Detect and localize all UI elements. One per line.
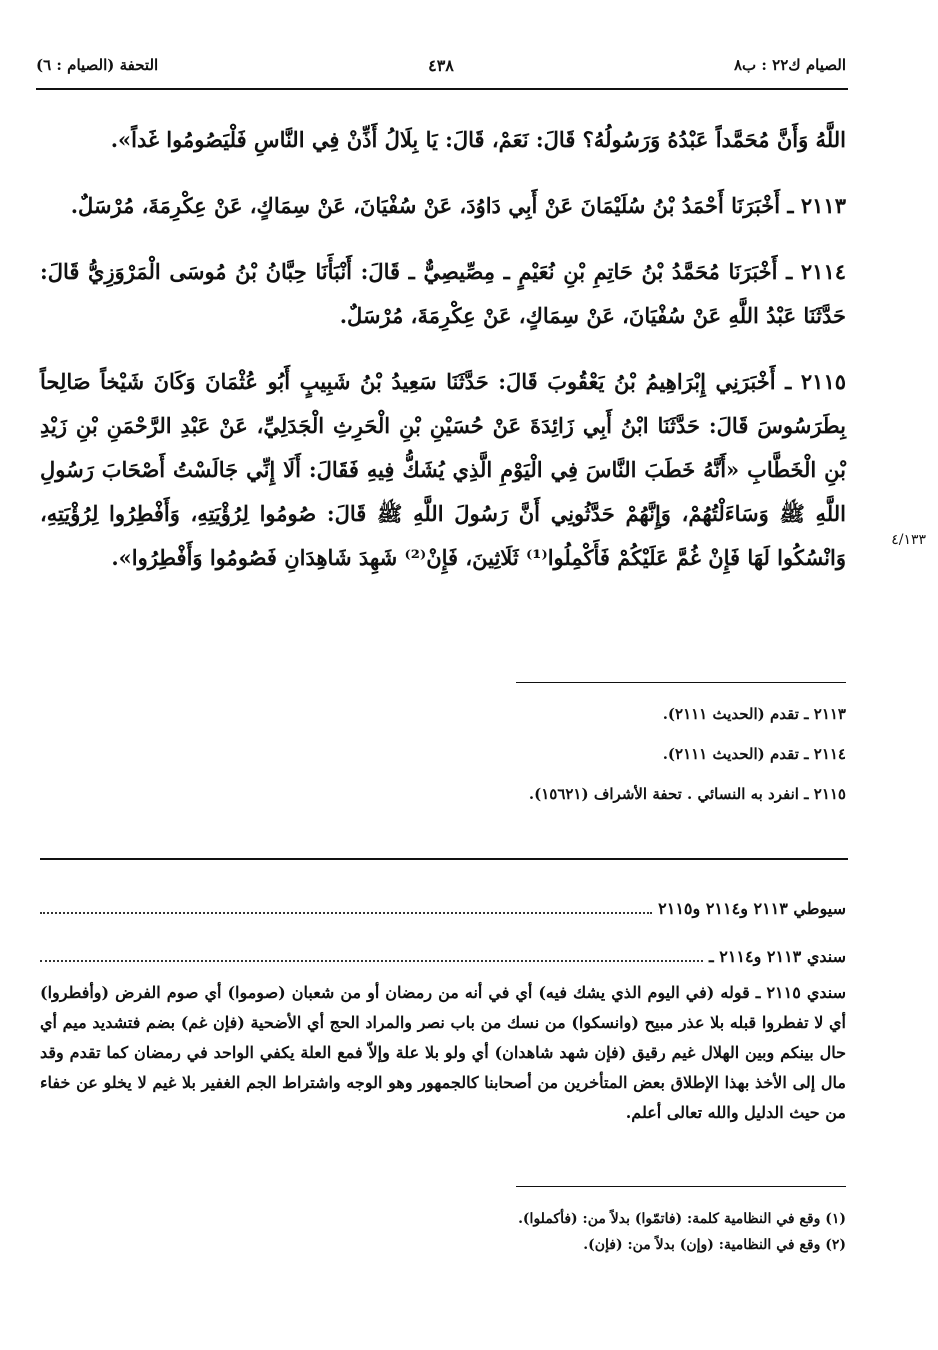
header-tuhfa-ref: التحفة (الصيام : ٦) xyxy=(36,56,159,74)
commentary-section xyxy=(40,894,846,1128)
hadith-number: ٢١١٤ ـ xyxy=(786,259,847,284)
header-chapter-ref: الصيام ك٢٢ : ب٨ xyxy=(733,56,846,74)
hadith-text: أَخْبَرَنَا مُحَمَّدُ بْنُ حَاتِمِ بْنِ نُعَيْمٍ ـ مِصِّيصِيٌّ ـ قَالَ: أَنْبَأَنَا حِبَّانُ بْنُ مُوسَى الْمَرْوَزِيُّ قَالَ: حَدَّثَنَا عَبْدُ اللَّهِ عَنْ سُفْيَانَ، عَنْ سِمَاكٍ، عَنْ عِكْرِمَةَ، مُرْسَلٌ. xyxy=(40,259,846,328)
hadith-text: اللَّهُ وَأَنَّ مُحَمَّداً عَبْدُهُ وَرَسُولُهُ؟ قَالَ: نَعَمْ، قَالَ: يَا بِلَالُ أَذِّنْ فِي النَّاسِ فَلْيَصُومُوا غَداً». xyxy=(110,127,846,152)
hadith-text-block xyxy=(40,118,846,602)
footnote-1: (١) وقع في النظامية كلمة: (فاتمّوا) بدلاً من: (فأكملوا). xyxy=(518,1211,846,1227)
footnotes xyxy=(40,1206,846,1258)
hadith-text: أَخْبَرَنَا أَحْمَدُ بْنُ سُلَيْمَانَ عَنْ أَبِي دَاوُدَ، عَنْ سُفْيَانَ، عَنْ سِمَاكٍ، عَنْ عِكْرِمَةَ، مُرْسَلٌ. xyxy=(70,193,781,218)
page-header xyxy=(36,56,846,84)
suyuti-line xyxy=(40,894,846,924)
page-number: ٤٣٨ xyxy=(428,56,454,75)
suyuti-label: سيوطي ٢١١٣ و٢١١٤ و٢١١٥ xyxy=(658,899,846,918)
hadith-continuation xyxy=(40,118,846,162)
sindi-commentary-2115: سندي ٢١١٥ ـ قوله (في اليوم الذي يشك فيه) أي في أنه من رمضان أو من شعبان (صوموا) أي صوم الفرض (وأفطروا) أي لا تفطروا قبله بلا عذر مبيح (وانسكوا) من نسك من باب نصر والمراد الحج أي الأضحية (فإن غم) بضم فتشديد ميم أي حال بينكم وبين الهلال غيم رقيق (فإن شهد شاهدان) أي ولو بلا علة وإلاّ فمع العلة يكفي الواحد في رمضان كما تقدم وقد مال إلى الأخذ بهذا الإطلاق بعض المتأخرين من أصحابنا كالجمهور وهو الوجه واشتراط الجم الغفير بلا غيم لا يخلو عن خفاء من حيث الدليل والله تعالى أعلم. xyxy=(40,983,847,1122)
hadith-text: أَخْبَرَنِي إِبْرَاهِيمُ بْنُ يَعْقُوبَ قَالَ: حَدَّثَنَا سَعِيدُ بْنُ شَبِيبٍ أَبُو عُثْمَانَ وَكَانَ شَيْخاً صَالِحاً بِطَرَسُوسَ قَالَ: حَدَّثَنَا ابْنُ أَبِي زَائِدَةَ عَنْ حُسَيْنِ بْنِ الْحَرِثِ الْجَدَلِيِّ، عَنْ عَبْدِ الرَّحْمَنِ بْنِ زَيْدِ بْنِ الْخَطَّابِ «أَنَّهُ خَطَبَ النَّاسَ فِي الْيَوْمِ الَّذِي يُشَكُّ فِيهِ فَقَالَ: أَلَا إِنِّي جَالَسْتُ أَصْحَابَ رَسُولِ اللَّهِ ﷺ وَسَاءَلْتُهُمْ، وَإِنَّهُمْ حَدَّثُونِي أَنَّ رَسُولَ اللَّهِ ﷺ قَالَ: صُومُوا لِرُؤْيَتِهِ، وَأَفْطِرُوا لِرُؤْيَتِهِ، وَانْسُكُوا لَهَا فَإِنْ غُمَّ عَلَيْكُمْ فَأَكْمِلُوا⁽¹⁾ ثَلَاثِينَ، فَإِنْ⁽²⁾ شَهِدَ شَاهِدَانِ فَصُومُوا وَأَفْطِرُوا». xyxy=(40,369,846,570)
hadith-number: ٢١١٣ ـ xyxy=(787,193,846,218)
hadith-number: ٢١١٥ ـ xyxy=(785,369,847,394)
note-2115: ٢١١٥ ـ انفرد به النسائي . تحفة الأشراف (١٥٦٢١). xyxy=(528,785,846,803)
footnote-2: (٢) وقع في النظامية: (وإن) بدلاً من: (فإن). xyxy=(583,1237,846,1253)
notes-divider xyxy=(516,682,846,683)
footnotes-divider xyxy=(516,1186,846,1187)
hadith-2115 xyxy=(40,360,846,580)
commentary-divider xyxy=(40,858,848,860)
sindi-line xyxy=(40,942,846,972)
note-2113: ٢١١٣ ـ تقدم (الحديث ٢١١١). xyxy=(662,705,846,723)
hadith-2114 xyxy=(40,250,846,338)
takhrij-notes xyxy=(40,694,846,814)
hadith-2113 xyxy=(40,184,846,228)
header-divider xyxy=(36,88,848,90)
dotted-leader xyxy=(40,960,703,962)
margin-reference: ٤/١٣٣ xyxy=(891,532,926,548)
note-2114: ٢١١٤ ـ تقدم (الحديث ٢١١١). xyxy=(662,745,846,763)
sindi-label: سندي ٢١١٣ و٢١١٤ ـ xyxy=(708,947,846,966)
dotted-leader xyxy=(40,912,652,914)
